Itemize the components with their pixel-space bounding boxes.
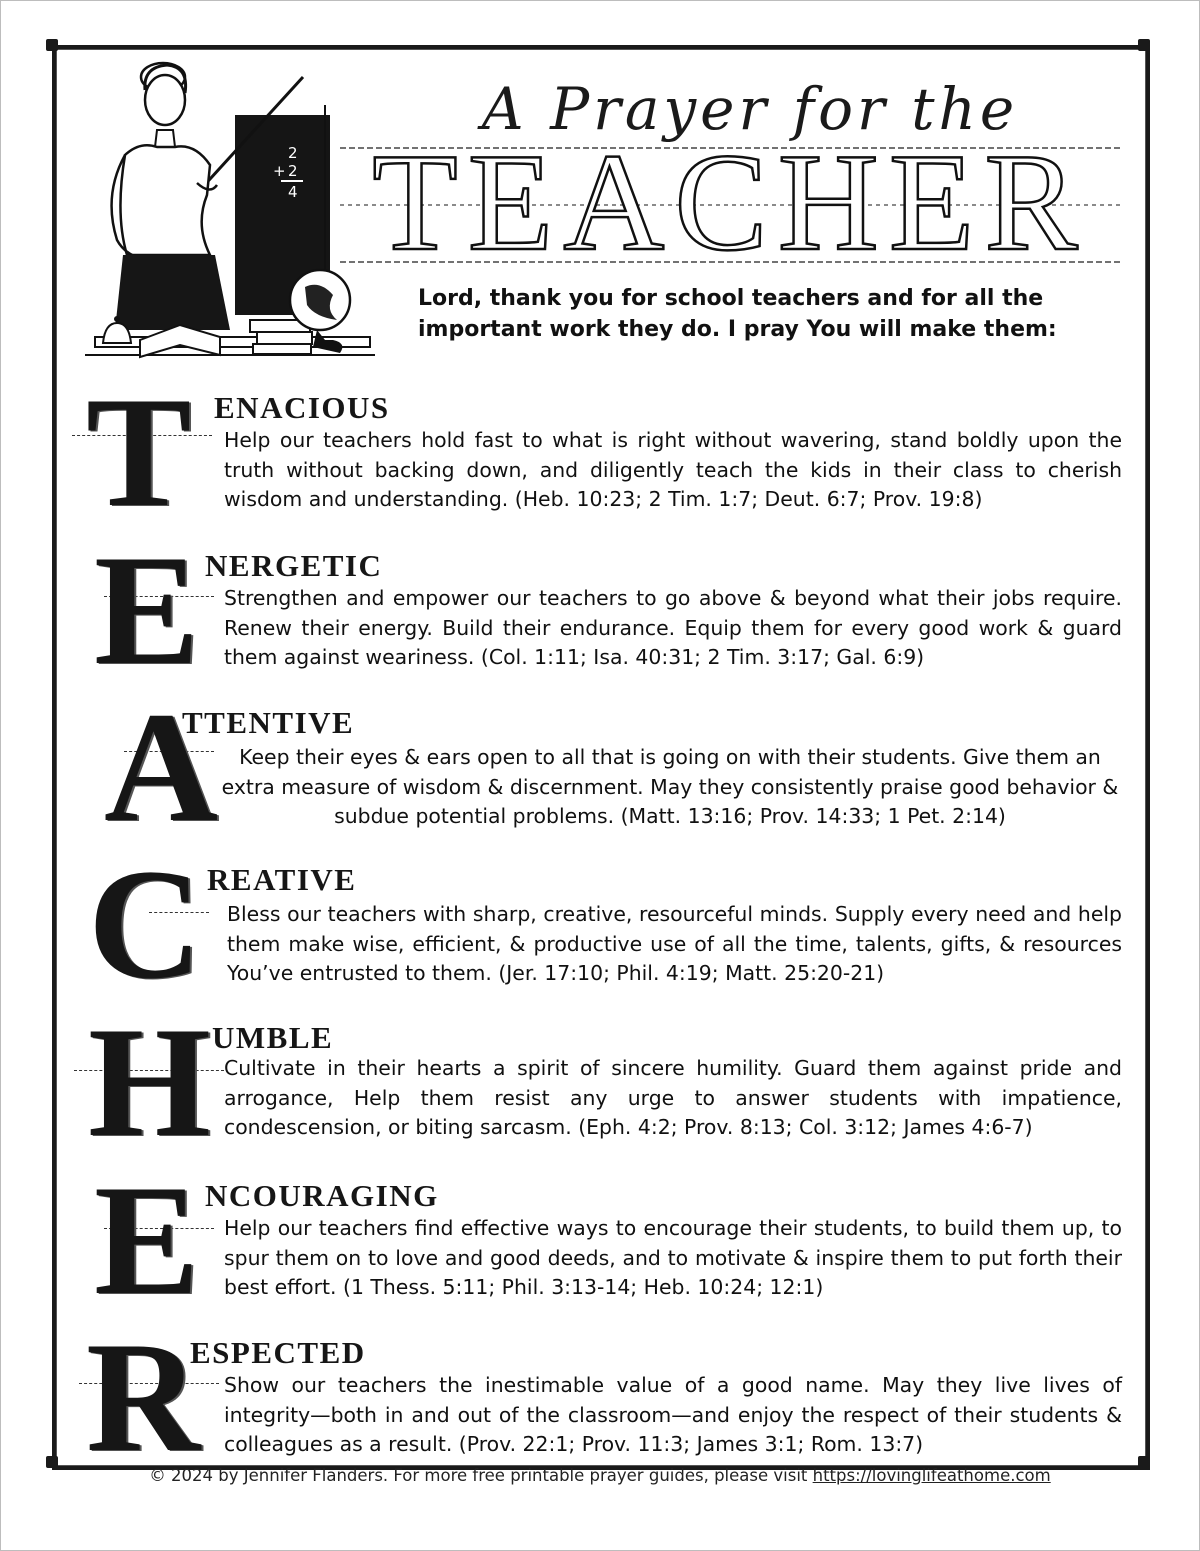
section-humble bbox=[64, 995, 1134, 1170]
section-letter: T bbox=[86, 365, 192, 540]
border-corner bbox=[46, 39, 58, 51]
chalkboard-digit: 2 bbox=[288, 162, 298, 180]
section-energetic bbox=[64, 523, 1134, 698]
section-text: Help our teachers find effective ways to encourage their students, to build them up, to spur them on to love and good deeds, and to motivate & inspire them to put forth their best effort. (1 Thess. 5:11; Phil. 3:13-14; Heb. 10:24; 12:1) bbox=[224, 1216, 1122, 1299]
section-text: Strengthen and empower our teachers to go above & beyond what their jobs require. Renew their energy. Build their endurance. Equip them for every good work & guard them against weariness. (Col. 1:11; Isa. 40:31; 2 Tim. 3:17; Gal. 6:9) bbox=[224, 586, 1122, 669]
section-tenacious bbox=[64, 365, 1134, 540]
section-letter: A bbox=[104, 680, 219, 855]
section-text: Cultivate in their hearts a spirit of sincere humility. Guard them against pride and arrogance, Help them resist any urge to answer students with impatience, condescension, or biting sarcasm. (Eph. 4:2; Prov. 8:13; Col. 3:12; James 4:6-7) bbox=[224, 1056, 1122, 1139]
section-word: REATIVE bbox=[207, 862, 357, 897]
footer-text: © 2024 by Jennifer Flanders. For more free printable prayer guides, please visit bbox=[149, 1466, 813, 1485]
teacher-illustration bbox=[85, 55, 375, 385]
section-attentive bbox=[64, 680, 1134, 855]
section-word: ESPECTED bbox=[190, 1335, 366, 1370]
chalkboard-digit: 4 bbox=[288, 183, 298, 201]
section-letter: H bbox=[88, 995, 211, 1170]
section-text: Help our teachers hold fast to what is right without wavering, stand boldly upon the truth without backing down, and diligently teach the kids in their class to cherish wisdom and understanding. (Heb. 10:23; 2 Tim. 1:7; Deut. 6:7; Prov. 19:8) bbox=[224, 428, 1122, 511]
footer-link[interactable]: https://lovinglifeathome.com bbox=[812, 1466, 1051, 1485]
section-letter: C bbox=[88, 837, 203, 1012]
section-word: UMBLE bbox=[212, 1020, 334, 1055]
border-corner bbox=[1138, 39, 1150, 51]
section-text: Bless our teachers with sharp, creative, resourceful minds. Supply every need and help them make wise, efficient, & productive use of all the time, talents, gifts, & resources You’ve entrusted to them. (Jer. 17:10; Phil. 4:19; Matt. 25:20-21) bbox=[227, 902, 1122, 985]
section-word: NERGETIC bbox=[205, 548, 383, 583]
title-script: A Prayer for the bbox=[481, 75, 1019, 143]
chalkboard-digit: 2 bbox=[288, 144, 298, 162]
title-main: TEACHER bbox=[372, 125, 1088, 280]
section-text: Show our teachers the inestimable value of a good name. May they live lives of integrity—both in and out of the classroom—and enjoy the respect of their students & colleagues as a result. (Prov. 22:1; Prov. 11:3; James 3:1; Rom. 13:7) bbox=[224, 1373, 1122, 1456]
section-creative bbox=[64, 837, 1134, 1012]
section-letter: E bbox=[94, 523, 200, 698]
section-word: ENACIOUS bbox=[214, 390, 390, 425]
footer bbox=[60, 1466, 1140, 1485]
section-word: NCOURAGING bbox=[205, 1178, 439, 1213]
section-encouraging bbox=[64, 1153, 1134, 1328]
section-text: Keep their eyes & ears open to all that is going on with their students. Give them an extra measure of wisdom & discernment. May they consistently praise good behavior & subdue potential problems. (Matt. 13:16; Prov. 14:33; 1 Pet. 2:14) bbox=[221, 745, 1119, 828]
section-letter: E bbox=[94, 1153, 200, 1328]
border-corner bbox=[46, 1456, 58, 1468]
section-word: TTENTIVE bbox=[182, 705, 355, 740]
intro-text: Lord, thank you for school teachers and for all the important work they do. I pray You will make them: bbox=[418, 286, 1057, 342]
section-letter: R bbox=[86, 1310, 201, 1485]
chalkboard-plus: + bbox=[273, 162, 286, 180]
